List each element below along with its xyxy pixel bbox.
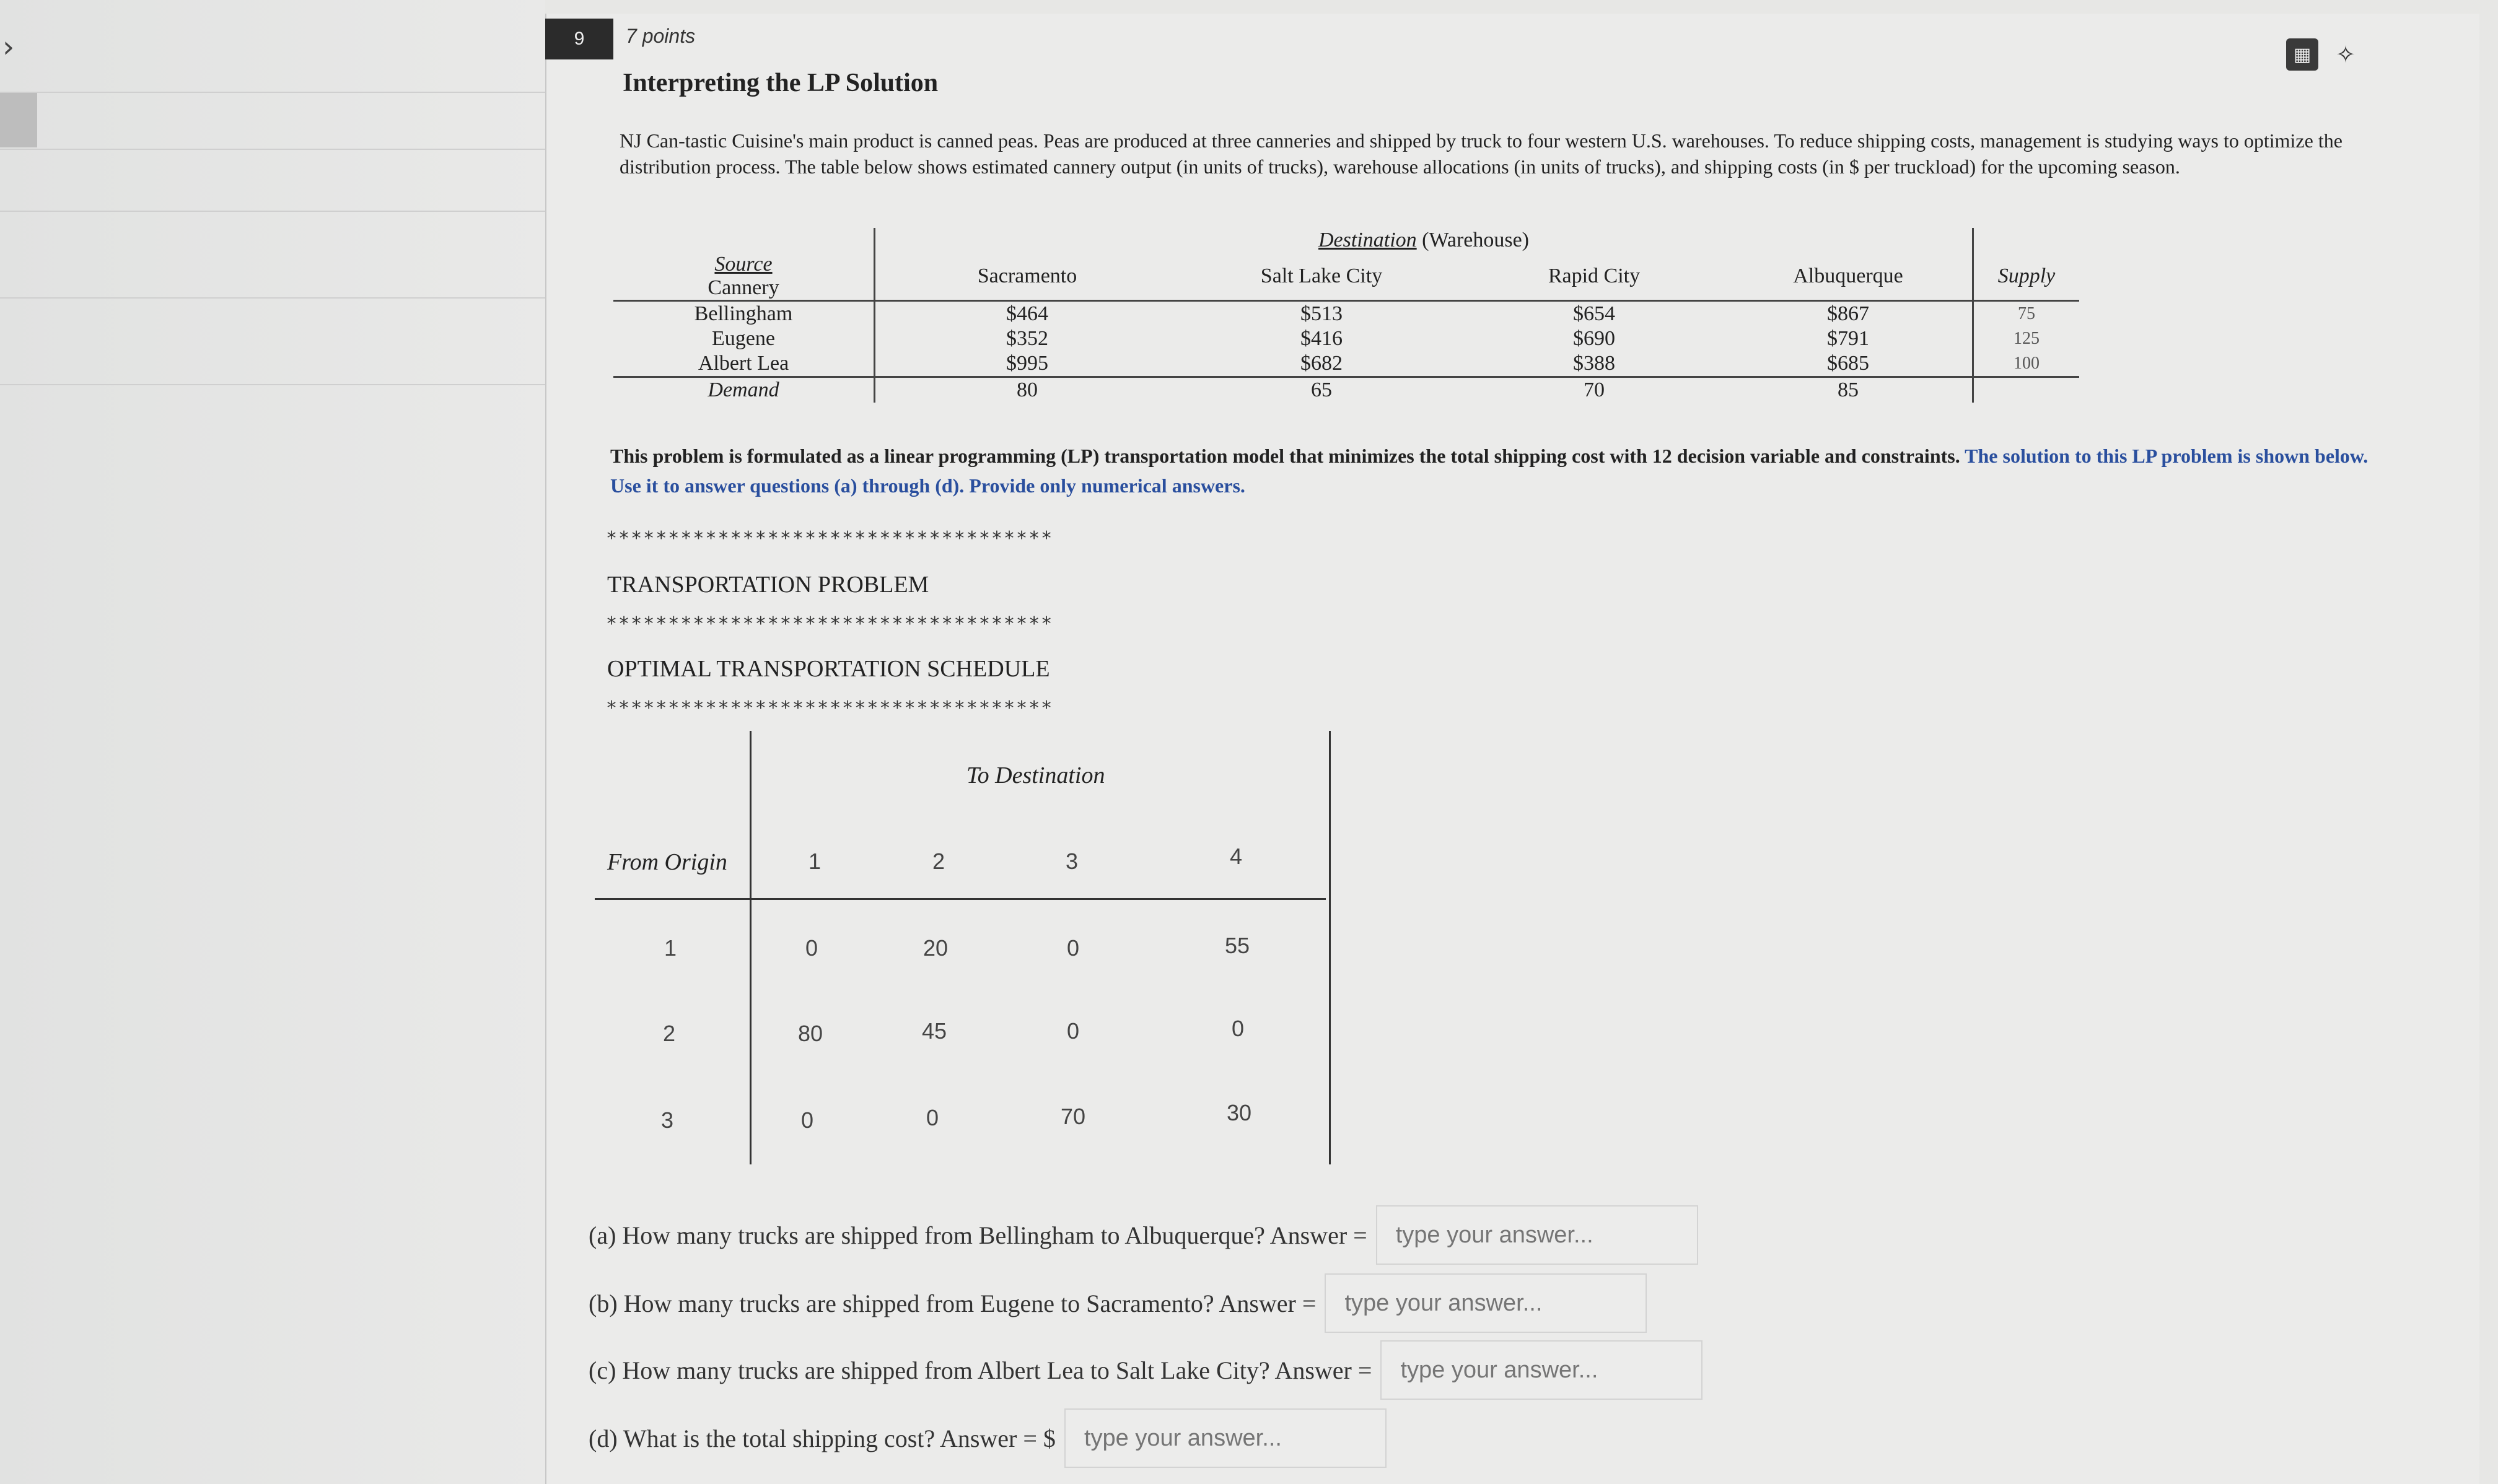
schedule-table: [595, 731, 1332, 1177]
question-number-badge[interactable]: 9: [545, 19, 613, 59]
dest-col-header: 3: [1065, 849, 1079, 874]
question-tools: [2286, 38, 2362, 71]
to-destination-label: To Destination: [966, 762, 1105, 788]
question-c: [589, 1340, 1703, 1400]
answer-input-c[interactable]: [1380, 1340, 1703, 1400]
schedule-cell: 0: [805, 935, 818, 961]
output-heading: OPTIMAL TRANSPORTATION SCHEDULE: [607, 656, 1050, 682]
question-text: (d) What is the total shipping cost? Answer = $: [589, 1424, 1056, 1452]
column-header: Albuquerque: [1724, 253, 1973, 301]
cost-table: [613, 228, 2079, 403]
dest-col-header: 1: [808, 849, 822, 874]
from-origin-label: From Origin: [607, 849, 727, 875]
table-row: Eugene $352 $416 $690 $791 125: [613, 326, 2079, 351]
schedule-cell: 80: [797, 1021, 823, 1046]
collapse-arrow-icon[interactable]: ›: [2, 30, 15, 64]
question-d: [589, 1408, 1387, 1468]
schedule-cell: 45: [921, 1018, 947, 1044]
calculator-icon[interactable]: ▦: [2286, 38, 2318, 71]
table-row: Bellingham $464 $513 $654 $867 75: [613, 301, 2079, 327]
problem-intro: NJ Can-tastic Cuisine's main product is canned peas. Peas are produced at three canneries and shipped by truck to four western U.S. warehouses. To reduce shipping costs, management is studying ways to optimize the distribution process. The table below shows estimated cannery output (in units of trucks), warehouse allocations (in units of trucks), and shipping costs (in $ per truckload) for the upcoming season.: [620, 129, 2342, 178]
question-b: [589, 1273, 1647, 1333]
answer-input-d[interactable]: [1064, 1408, 1387, 1468]
origin-row-label: 1: [664, 935, 677, 961]
answer-input-b[interactable]: [1325, 1273, 1647, 1333]
source-cannery-header: Source Cannery: [613, 253, 875, 301]
schedule-cell: 0: [1066, 1018, 1080, 1044]
question-text: (c) How many trucks are shipped from Albert Lea to Salt Lake City? Answer =: [589, 1356, 1372, 1384]
question-text: (a) How many trucks are shipped from Bellingham to Albuquerque? Answer =: [589, 1221, 1367, 1249]
answer-input-a[interactable]: [1376, 1205, 1698, 1265]
rail-tab[interactable]: [0, 92, 37, 147]
schedule-cell: 0: [1231, 1016, 1245, 1041]
question-title: Interpreting the LP Solution: [623, 69, 939, 97]
question-text: (b) How many trucks are shipped from Eugene to Sacramento? Answer =: [589, 1289, 1317, 1317]
schedule-cell: 0: [800, 1107, 814, 1133]
schedule-cell: 55: [1224, 933, 1250, 958]
schedule-cell: 0: [1066, 935, 1080, 961]
left-navigation-rail: [0, 0, 545, 1484]
output-heading: TRANSPORTATION PROBLEM: [607, 572, 929, 598]
divider: [0, 211, 545, 212]
stars-divider: ************************************: [606, 528, 1054, 549]
supply-header: Supply: [1973, 253, 2080, 301]
column-header: Salt Lake City: [1179, 253, 1464, 301]
dest-col-header: 2: [932, 849, 945, 874]
dest-col-header: 4: [1229, 844, 1243, 869]
pin-icon[interactable]: ✧: [2336, 41, 2356, 68]
divider: [0, 297, 545, 299]
origin-row-label: 2: [662, 1021, 676, 1046]
points-label: 7 points: [626, 25, 696, 47]
table-row: Albert Lea $995 $682 $388 $685 100: [613, 351, 2079, 377]
column-header: Rapid City: [1464, 253, 1724, 301]
schedule-cell: 20: [923, 935, 949, 961]
question-a: [589, 1205, 1698, 1265]
destination-header: Destination (Warehouse): [875, 228, 1973, 253]
demand-row: Demand 80 65 70 85: [613, 377, 2079, 403]
divider: [0, 149, 545, 150]
stars-divider: ************************************: [606, 613, 1054, 635]
formulation-text: This problem is formulated as a linear programming (LP) transportation model that minimizes the total shipping cost with 12 decision variable and constraints. The solution to this LP problem is shown below. Use it to answer questions (a) through (d). Provide only numerical answers.: [610, 445, 2369, 497]
schedule-cell: 30: [1226, 1100, 1252, 1125]
schedule-cell: 70: [1060, 1104, 1086, 1129]
divider: [0, 92, 545, 93]
stars-divider: ************************************: [606, 697, 1054, 719]
divider: [0, 384, 545, 385]
origin-row-label: 3: [660, 1107, 674, 1133]
schedule-cell: 0: [926, 1105, 939, 1130]
column-header: Sacramento: [875, 253, 1180, 301]
